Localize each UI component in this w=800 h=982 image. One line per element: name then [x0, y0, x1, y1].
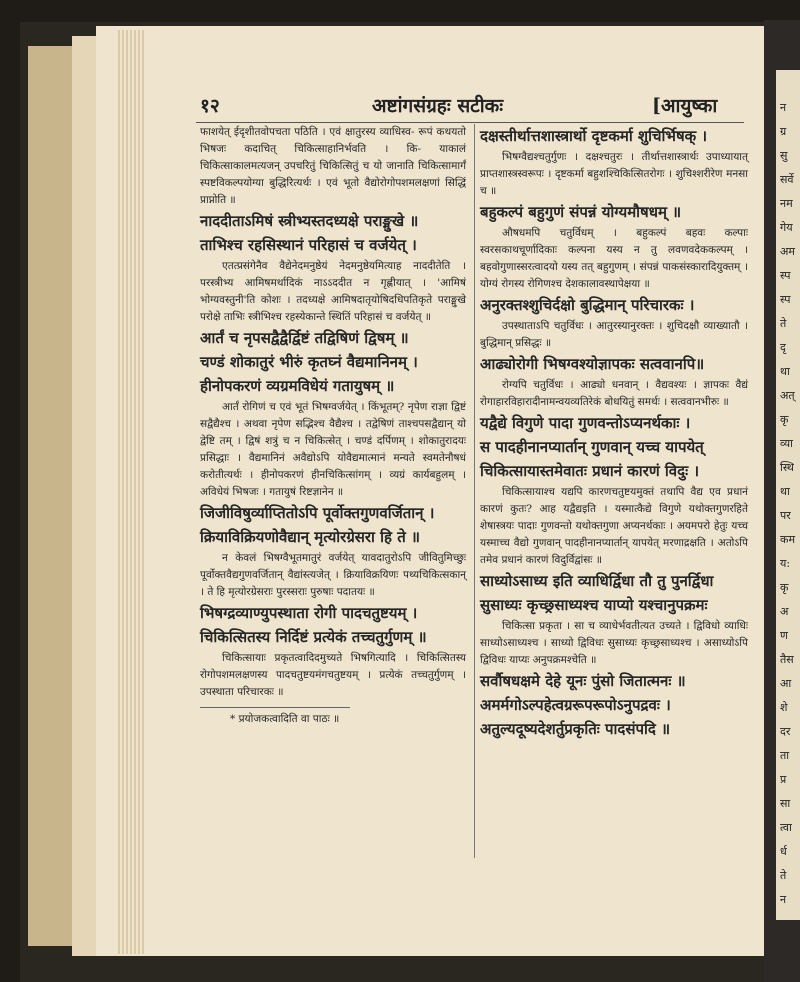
facing-page-fragment-text: ग्र [780, 125, 787, 138]
commentary-paragraph: आर्तं रोगिणं च एवं भूतं भिषग्वर्जयेत् । किंभूतम्? नृपेण राज्ञा द्विष्टं सद्वैद्यैश्च । अथवा नृपेण सद्भिश्च वैद्यैश्च । तद्वेषिणं ताश्चपसद्वैद्यान् यो द्वेष्टि तम् । द्विषं शत्रुं च न चिकित्सेत् । चण्डं दर्पिणम् । शोकातुरादयः प्रसिद्धाः । वैद्यमानिनं अवैद्योऽपि योवैद्यमात्मानं मन्यते स्वमतेनौषधं करोतीत्यर्थः । हीनोपकरणं हीनचिकित्सांगम् । व्यग्रं कार्यबहुलम् । अविधेयं भिषजः । गतायुषं रिष्टज्ञानेन ॥ [200, 401, 466, 498]
commentary-paragraph: उपस्थाताऽपि चतुर्विधः । आतुरस्यानुरक्तः । शुचिदक्षौ व्याख्यातौ । बुद्धिमान् प्रसिद्धः ॥ [480, 320, 748, 349]
facing-page-fragment-text: था [780, 365, 790, 378]
verse-line: बहुकल्पं बहुगुणं संपन्नं योग्यमौषधम् ॥ [480, 203, 682, 221]
header-rule [196, 122, 744, 123]
facing-page-fragment-text: था [780, 485, 790, 498]
footnote: * प्रयोजकत्वादिति वा पाठः ॥ [230, 713, 340, 725]
commentary-paragraph: भिषग्वैद्यश्चतुर्गुणः । दक्षश्चतुरः । तीर्थात्तशास्त्रार्थः उपाध्यायात् प्राप्तशास्त्रस्वरूपः । दृष्टकर्मा बहुशश्चिकित्सितरोगः । शुचिश्शरीरेण मनसा च ॥ [480, 151, 748, 197]
commentary-paragraph: फाशयेत् ईदृशीतवोपचता पठिति । एवं क्षातुरस्य व्याधिस्व- रूपं कथयतो भिषजः कदाचित् चिकित्साहानिर्भवति । कि- याकालं चिकित्साकालमत्यजन् उपचरितुं चिकित्सितुं च यो जानाति चिकित्सामार्गं स्पष्टविकल्पयोग्या बुद्धिरित्यर्थः । एवं भूतो वैद्योरोगोपशमलक्षणां सिद्धिं प्राप्नोति ॥ [200, 126, 466, 206]
facing-page-fragment-text: कृ [780, 581, 789, 594]
facing-page-fragment-text: प्र [780, 773, 787, 786]
facing-page-fragment-text: ण [780, 629, 788, 642]
running-title: अष्टांगसंग्रहः सटीकः [372, 95, 504, 117]
facing-page-fragment-text: तैस [780, 653, 794, 666]
facing-page-fragment-text: दृ [780, 341, 786, 354]
verse-line: ताभिश्च रहसिस्थानं परिहासं च वर्जयेत् । [200, 236, 417, 254]
commentary-paragraph: न केवलं भिषग्वैभूतमातुरं वर्जयेत् यावदातुरोऽपि जीवितुमिच्छुः पूर्वोक्तवैद्यगुणवर्जितान् वैद्यांस्त्यजेत् । क्रियाविक्रयिणः पथ्यचिकित्सकान् । ते हि मृत्योरग्रेसराः पुरस्सराः पुरुषाः पदातयः ॥ [200, 552, 466, 598]
facing-page-fragment-text: सर्वे [780, 173, 794, 186]
verse-line: आर्तं च नृपसद्वैद्वैर्द्विष्टं तद्विषिणं द्विषम् ॥ [200, 329, 409, 347]
facing-page-fragment-text: स्थि [780, 461, 794, 474]
facing-page-fragment-text: अम [780, 245, 795, 258]
verse-line: चिकित्सितस्य निर्दिष्टं प्रत्येकं तच्चतुर्गुणम् ॥ [200, 628, 427, 646]
right-column [480, 124, 748, 742]
verse-line: भिषग्द्रव्याण्युपस्थाता रोगी पादचतुष्टयम् । [200, 604, 418, 622]
commentary-paragraph: एतत्प्रसंगेनैव वैद्येनेदमनुष्ठेयं नेदमनुष्ठेयमित्याह नाददीतेति । परस्त्रीभ्य आमिषमर्थादिकं नाऽऽददीत न गृह्णीयात् । 'आमिषं भोग्यवस्तुनी'ति कोशः । तदध्यक्षे आमिषदातृयोषिदधिपतिकृते पराङ्मुखे परोक्षे ताभिः स्त्रीभिश्च रहस्येकान्ते स्थितिं परिहासं च वर्जयेत् ॥ [200, 260, 466, 323]
facing-page-fragment-text: पर [780, 509, 791, 522]
commentary-paragraph: चिकित्सायाश्च यद्यपि कारणचतुष्टयमुक्तं तथापि वैद्य एव प्रधानं कारणं कुतः? आह यद्वैद्यइति । यस्मात्कैद्ये विगुणे यथोक्तगुणरहिते शेषास्त्रयः पादाः गुणवन्तो यथोक्तगुणा अप्यनर्थकाः । अयमपरो हेतुः यच्च यस्माच्च वैद्यो गुणवान् पादहीनानप्यार्तान् यापयेत् मरणाद्रक्षति । अतोऽपि तमेव प्रधानं कारणं विदुर्विद्वांसः ॥ [480, 486, 748, 566]
verse-line: साध्योऽसाध्य इति व्याधिर्द्विधा तौ तु पुनर्द्विधा [480, 572, 714, 590]
facing-page-fragment-text: कृ [780, 413, 789, 426]
facing-page-fragment-text: शे [780, 701, 788, 714]
commentary-paragraph: औषधमपि चतुर्विधम् । बहुकल्पं बहवः कल्पाः स्वरसकाथचूर्णादिकाः कल्पना यस्य न तु लवणवदेककल्पम् । बहवोगुणास्सरत्वादयो यस्य तत् बहुगुणम् । संपन्नं पाकसंस्कारादियुक्तम् । योग्यं रोगस्य रोगिणश्च देशकालावस्थापेक्षया ॥ [480, 227, 748, 290]
commentary-paragraph: रोग्यपि चतुर्विधः । आढ्यो धनवान् । वैद्यवश्यः । ज्ञापकः वैद्यं रोगाहारविहारादीनामन्वयव्यतिरेकं बोधयितुं समर्थः । सत्ववानभीरुः ॥ [480, 379, 748, 408]
facing-page-fragment-text: कम [780, 533, 796, 546]
commentary-paragraph: चिकित्सायाः प्रकृतत्वादिदमुच्यते भिषगित्यादि । चिकित्सितस्य रोगोपशमलक्षणस्य पादचतुष्टयमंगचतुष्टयम् । प्रत्येकं तच्चतुर्गुणम् । उपस्थाता परिचारकः ॥ [200, 652, 466, 698]
verse-line: स पादहीनानप्यार्तान् गुणवान् यच्च यापयेत् [480, 438, 704, 456]
verse-line: हीनोपकरणं व्यग्रमविधेयं गतायुषम् ॥ [200, 377, 395, 395]
facing-page-fragment-text: गेय [780, 221, 793, 234]
verse-line: चण्डं शोकातुरं भीरुं कृतघ्नं वैद्यमानिनम् । [200, 353, 418, 371]
verse-line: नाददीताऽमिषं स्त्रीभ्यस्तदध्यक्षे पराङ्मुखे ॥ [200, 212, 419, 230]
facing-page-fragment-text: अत् [780, 389, 795, 402]
verse-line: सर्वौषधक्षमे देहे यूनः पुंसो जितात्मनः ॥ [480, 672, 686, 690]
page-number: १२ [200, 95, 220, 117]
facing-page-fragment-text: स्प [780, 293, 791, 306]
verse-line: आढ्योरोगी भिषग्वश्योज्ञापकः सत्ववानपि॥ [480, 355, 705, 373]
facing-page-fragment-text: न [780, 893, 787, 906]
facing-page-fragment-text: अ [780, 605, 789, 618]
facing-page-fragment [776, 70, 800, 920]
facing-page-fragment-text: व्या [780, 437, 793, 450]
facing-page-fragment-text: दर [780, 725, 791, 738]
facing-page-fragment-text: आ [780, 677, 792, 690]
verse-line: दक्षस्तीर्थात्तशास्त्रार्थो दृष्टकर्मा शुचिर्भिषक् । [480, 127, 708, 145]
left-column [200, 124, 466, 727]
verse-line: जिजीविषुर्व्याप्तितोऽपि पूर्वोक्तगुणवर्जितान् । [200, 504, 435, 522]
verse-line: सुसाध्यः कृच्छ्रसाध्यश्च याप्यो यश्चानुपक्रमः [480, 596, 708, 614]
verse-line: अमर्मगोऽल्पहेत्वग्ररूपरूपोऽनुपद्रवः । [480, 696, 671, 714]
facing-page-fragment-text: सा [780, 797, 791, 810]
verse-line: अनुरक्तश्शुचिर्दक्षो बुद्धिमान् परिचारकः । [480, 296, 695, 314]
facing-page-fragment-text: त्वा [780, 821, 792, 834]
section-title: [आयुष्का [652, 95, 718, 117]
page-stack-edges [118, 30, 144, 954]
column-divider [474, 124, 475, 858]
facing-page-fragment-text: य: [780, 557, 791, 570]
facing-page-fragment-text: ते [780, 317, 787, 330]
verse-line: क्रियाविक्रियणोवैद्यान् मृत्योरग्रेसरा हि ते ॥ [200, 528, 420, 546]
verse-line: चिकित्सायास्तमेवातः प्रधानं कारणं विदुः । [480, 462, 700, 480]
footnote-rule [200, 707, 350, 708]
facing-page-fragment-text: सु [780, 149, 788, 162]
facing-page-fragment-text: नम [780, 197, 793, 210]
facing-page-fragment-text: ता [780, 749, 790, 762]
commentary-paragraph: चिकित्सा प्रकृता । सा च व्याधेर्भवतीत्यत उच्यते । द्विविधो व्याधिः साध्योऽसाध्यश्च । साध्यो द्विविधः सुसाध्यः कृच्छ्रसाध्यश्च । असाध्योऽपि द्विविधः याप्यः अनुपक्रमश्चेति ॥ [480, 620, 748, 666]
verse-line: यद्वैद्ये विगुणे पादा गुणवन्तोऽप्यनर्थकाः । [480, 414, 691, 432]
verse-line: अतुल्यदूष्यदेशर्तुप्रकृतिः पादसंपदि ॥ [480, 720, 671, 738]
facing-page-fragment-text: र्ध [780, 845, 787, 858]
facing-page-fragment-text: ते [780, 869, 787, 882]
facing-page-fragment-text: न [780, 101, 787, 114]
facing-page-fragment-text: स्प [780, 269, 791, 282]
